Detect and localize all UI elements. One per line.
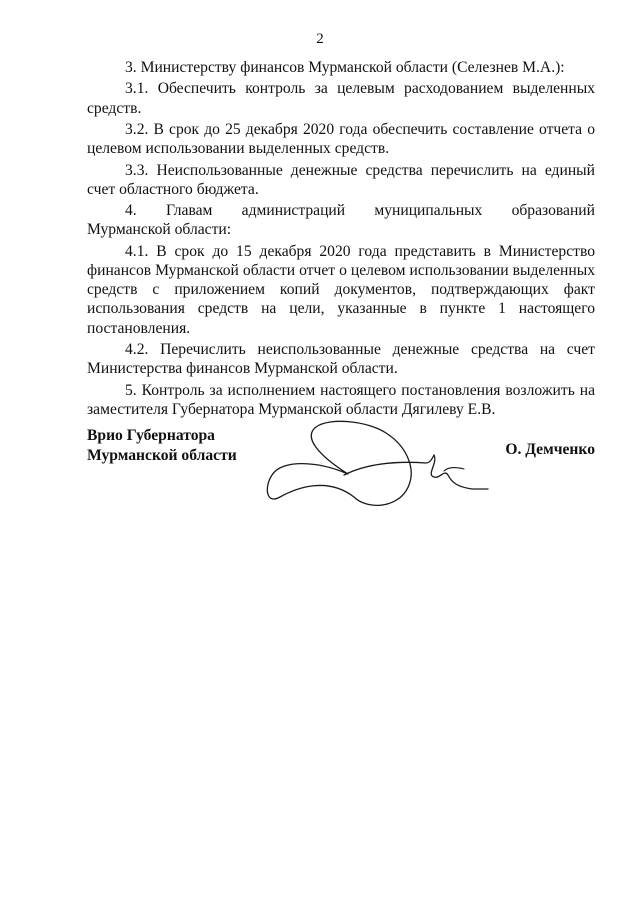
paragraph-4-word: Главам <box>165 202 213 220</box>
paragraph-4-first-line <box>87 201 595 220</box>
page-number: 2 <box>316 31 324 47</box>
paragraph-4-continuation: Мурманской области: <box>87 221 232 239</box>
signatory-title-line: Врио Губернатора <box>87 427 215 444</box>
signatory-title <box>87 426 237 465</box>
paragraph-4-2: 4.2. Перечислить неиспользованные денежные средства на счет Министерства финансов Мурманской области. <box>87 340 595 378</box>
paragraph-3: 3. Министерству финансов Мурманской области (Селезнев М.А.): <box>125 59 565 76</box>
paragraph-4-word: администраций <box>241 202 346 220</box>
paragraph-3-2: 3.2. В срок до 25 декабря 2020 года обеспечить составление отчета о целевом использовании выделенных средств. <box>87 120 595 158</box>
paragraph-4 <box>87 201 595 220</box>
document-body <box>87 58 595 421</box>
paragraph-4-word: 4. <box>125 202 137 220</box>
paragraph-5: 5. Контроль за исполнением настоящего постановления возложить на заместителя Губернатора Мурманской области Дягилеву Е.В. <box>87 381 595 418</box>
signatory-title-line: Мурманской области <box>87 446 237 464</box>
paragraph-3-1: 3.1. Обеспечить контроль за целевым расходованием выделенных средств. <box>87 80 595 117</box>
handwritten-signature <box>258 417 490 517</box>
paragraph-4-word: образований <box>511 202 595 220</box>
paragraph-4-1: 4.1. В срок до 15 декабря 2020 года представить в Министерство финансов Мурманской области отчет о целевом использовании выделенных средств с приложением копий документов, подтверждающих факт использования средств на цели, указанные в пункте 1 настоящего постановления. <box>87 242 595 337</box>
paragraph-3-3: 3.3. Неиспользованные денежные средства перечислить на единый счет областного бюджета. <box>87 161 595 198</box>
signatory-name: О. Демченко <box>505 441 595 458</box>
paragraph-4-word: муниципальных <box>374 202 483 220</box>
